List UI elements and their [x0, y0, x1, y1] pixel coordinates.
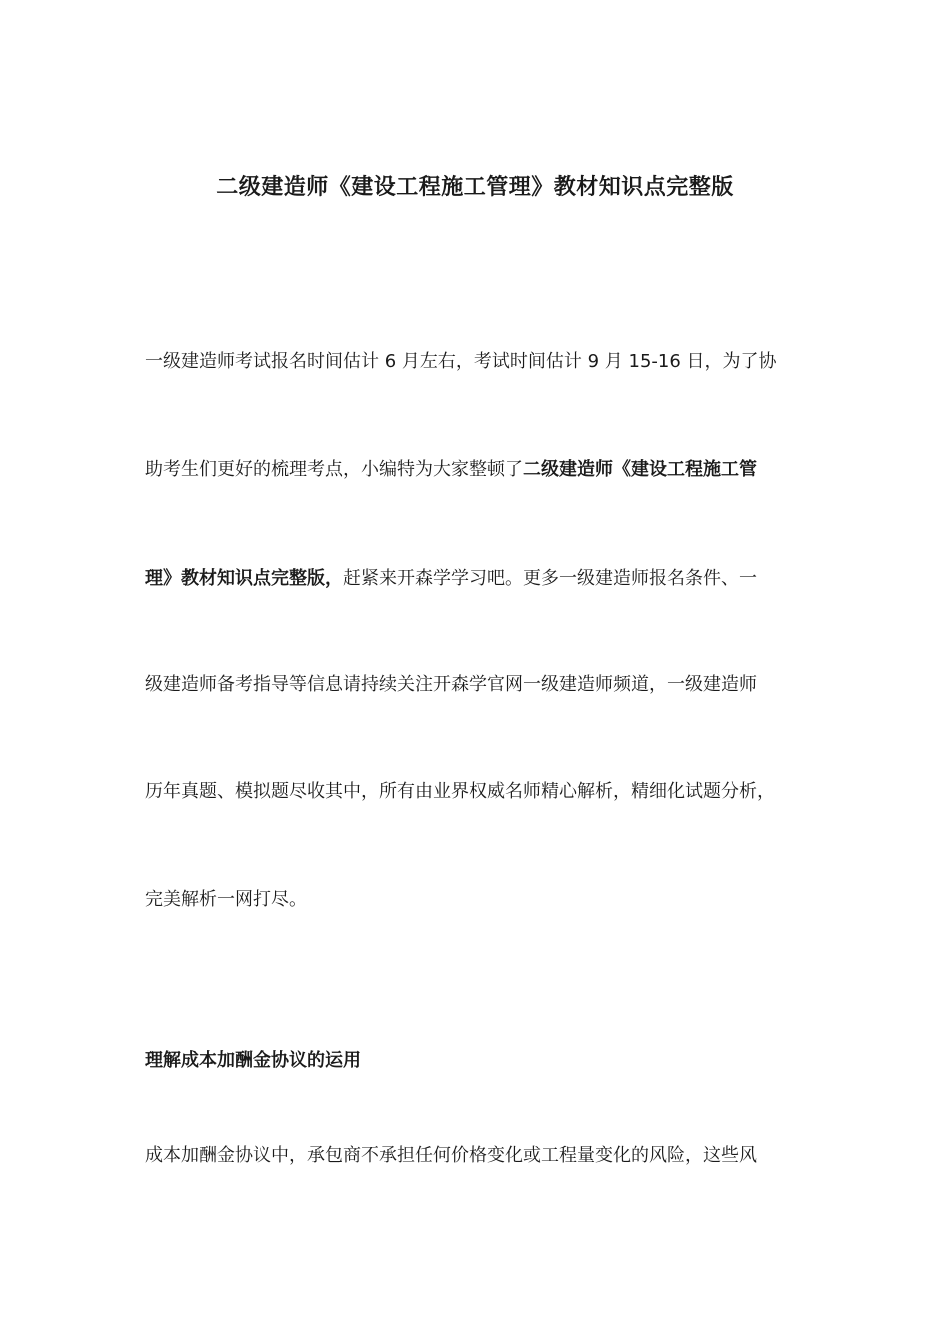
intro-line-2-plain: 助考生们更好的梳理考点，小编特为大家整顿了	[145, 459, 523, 480]
intro-line-3	[145, 564, 825, 590]
intro-line-6: 完美解析一网打尽。	[145, 889, 307, 910]
intro-line-3-bold: 理》教材知识点完整版，	[145, 568, 343, 589]
document-title: 二级建造师《建设工程施工管理》教材知识点完整版	[216, 175, 734, 200]
intro-line-5: 历年真题、模拟题尽收其中，所有由业界权威名师精心解析，精细化试题分析，	[145, 781, 775, 802]
section-line-1: 成本加酬金协议中，承包商不承担任何价格变化或工程量变化的风险，这些风	[145, 1145, 757, 1166]
intro-line-3-plain: 赶紧来开森学学习吧。更多一级建造师报名条件、一	[343, 568, 757, 589]
intro-line-4: 级建造师备考指导等信息请持续关注开森学官网一级建造师频道，一级建造师	[145, 674, 757, 695]
intro-line-1: 一级建造师考试报名时间估计 6 月左右，考试时间估计 9 月 15-16 日，为了协	[145, 351, 777, 372]
intro-line-2	[145, 455, 825, 481]
intro-line-2-bold: 二级建造师《建设工程施工管	[523, 459, 757, 480]
section-heading: 理解成本加酬金协议的运用	[145, 1050, 361, 1071]
